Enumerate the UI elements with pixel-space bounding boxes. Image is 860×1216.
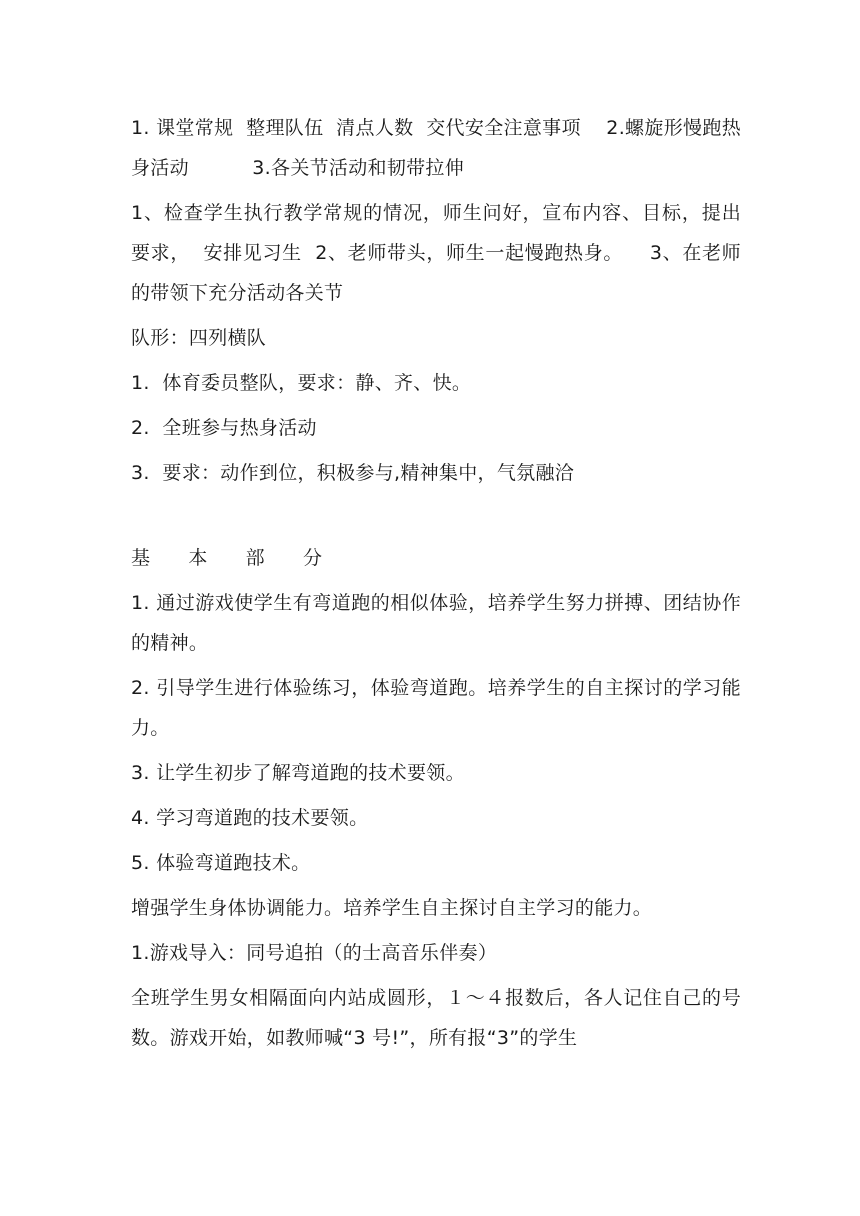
requirement-item-3: 3. 要求：动作到位，积极参与,精神集中，气氛融洽 xyxy=(131,462,575,484)
formation-line: 队形：四列横队 xyxy=(131,327,267,349)
section-heading: 基 本 部 分 xyxy=(131,547,323,569)
objective-item-5: 5. 体验弯道跑技术。 xyxy=(131,852,311,874)
ability-goal-paragraph: 增强学生身体协调能力。培养学生自主探讨自主学习的能力。 xyxy=(131,897,653,919)
warmup-content-paragraph: 1. 课堂常规 整理队伍 清点人数 交代安全注意事项 2.螺旋形慢跑热身活动 3.各关节活动和韧带拉伸 xyxy=(131,117,741,179)
document-body xyxy=(131,108,741,1063)
requirement-item-1: 1. 体育委员整队，要求：静、齐、快。 xyxy=(131,372,472,394)
objective-item-2: 2. 引导学生进行体验练习，体验弯道跑。培养学生的自主探讨的学习能力。 xyxy=(131,677,741,739)
objective-item-1: 1. 通过游戏使学生有弯道跑的相似体验，培养学生努力拼搏、团结协作的精神。 xyxy=(131,592,741,654)
game-description-paragraph: 全班学生男女相隔面向内站成圆形，１～４报数后，各人记住自己的号数。游戏开始，如教师喊“3 号!”，所有报“3”的学生 xyxy=(131,987,741,1049)
objective-item-4: 4. 学习弯道跑的技术要领。 xyxy=(131,807,369,829)
requirement-item-2: 2. 全班参与热身活动 xyxy=(131,417,317,439)
teacher-activity-paragraph: 1、检查学生执行教学常规的情况，师生问好，宣布内容、目标，提出要求， 安排见习生 2、老师带头，师生一起慢跑热身。 3、在老师的带领下充分活动各关节 xyxy=(131,202,741,304)
game-intro-heading: 1.游戏导入：同号追拍（的士高音乐伴奏） xyxy=(131,942,498,964)
objective-item-3: 3. 让学生初步了解弯道跑的技术要领。 xyxy=(131,762,465,784)
